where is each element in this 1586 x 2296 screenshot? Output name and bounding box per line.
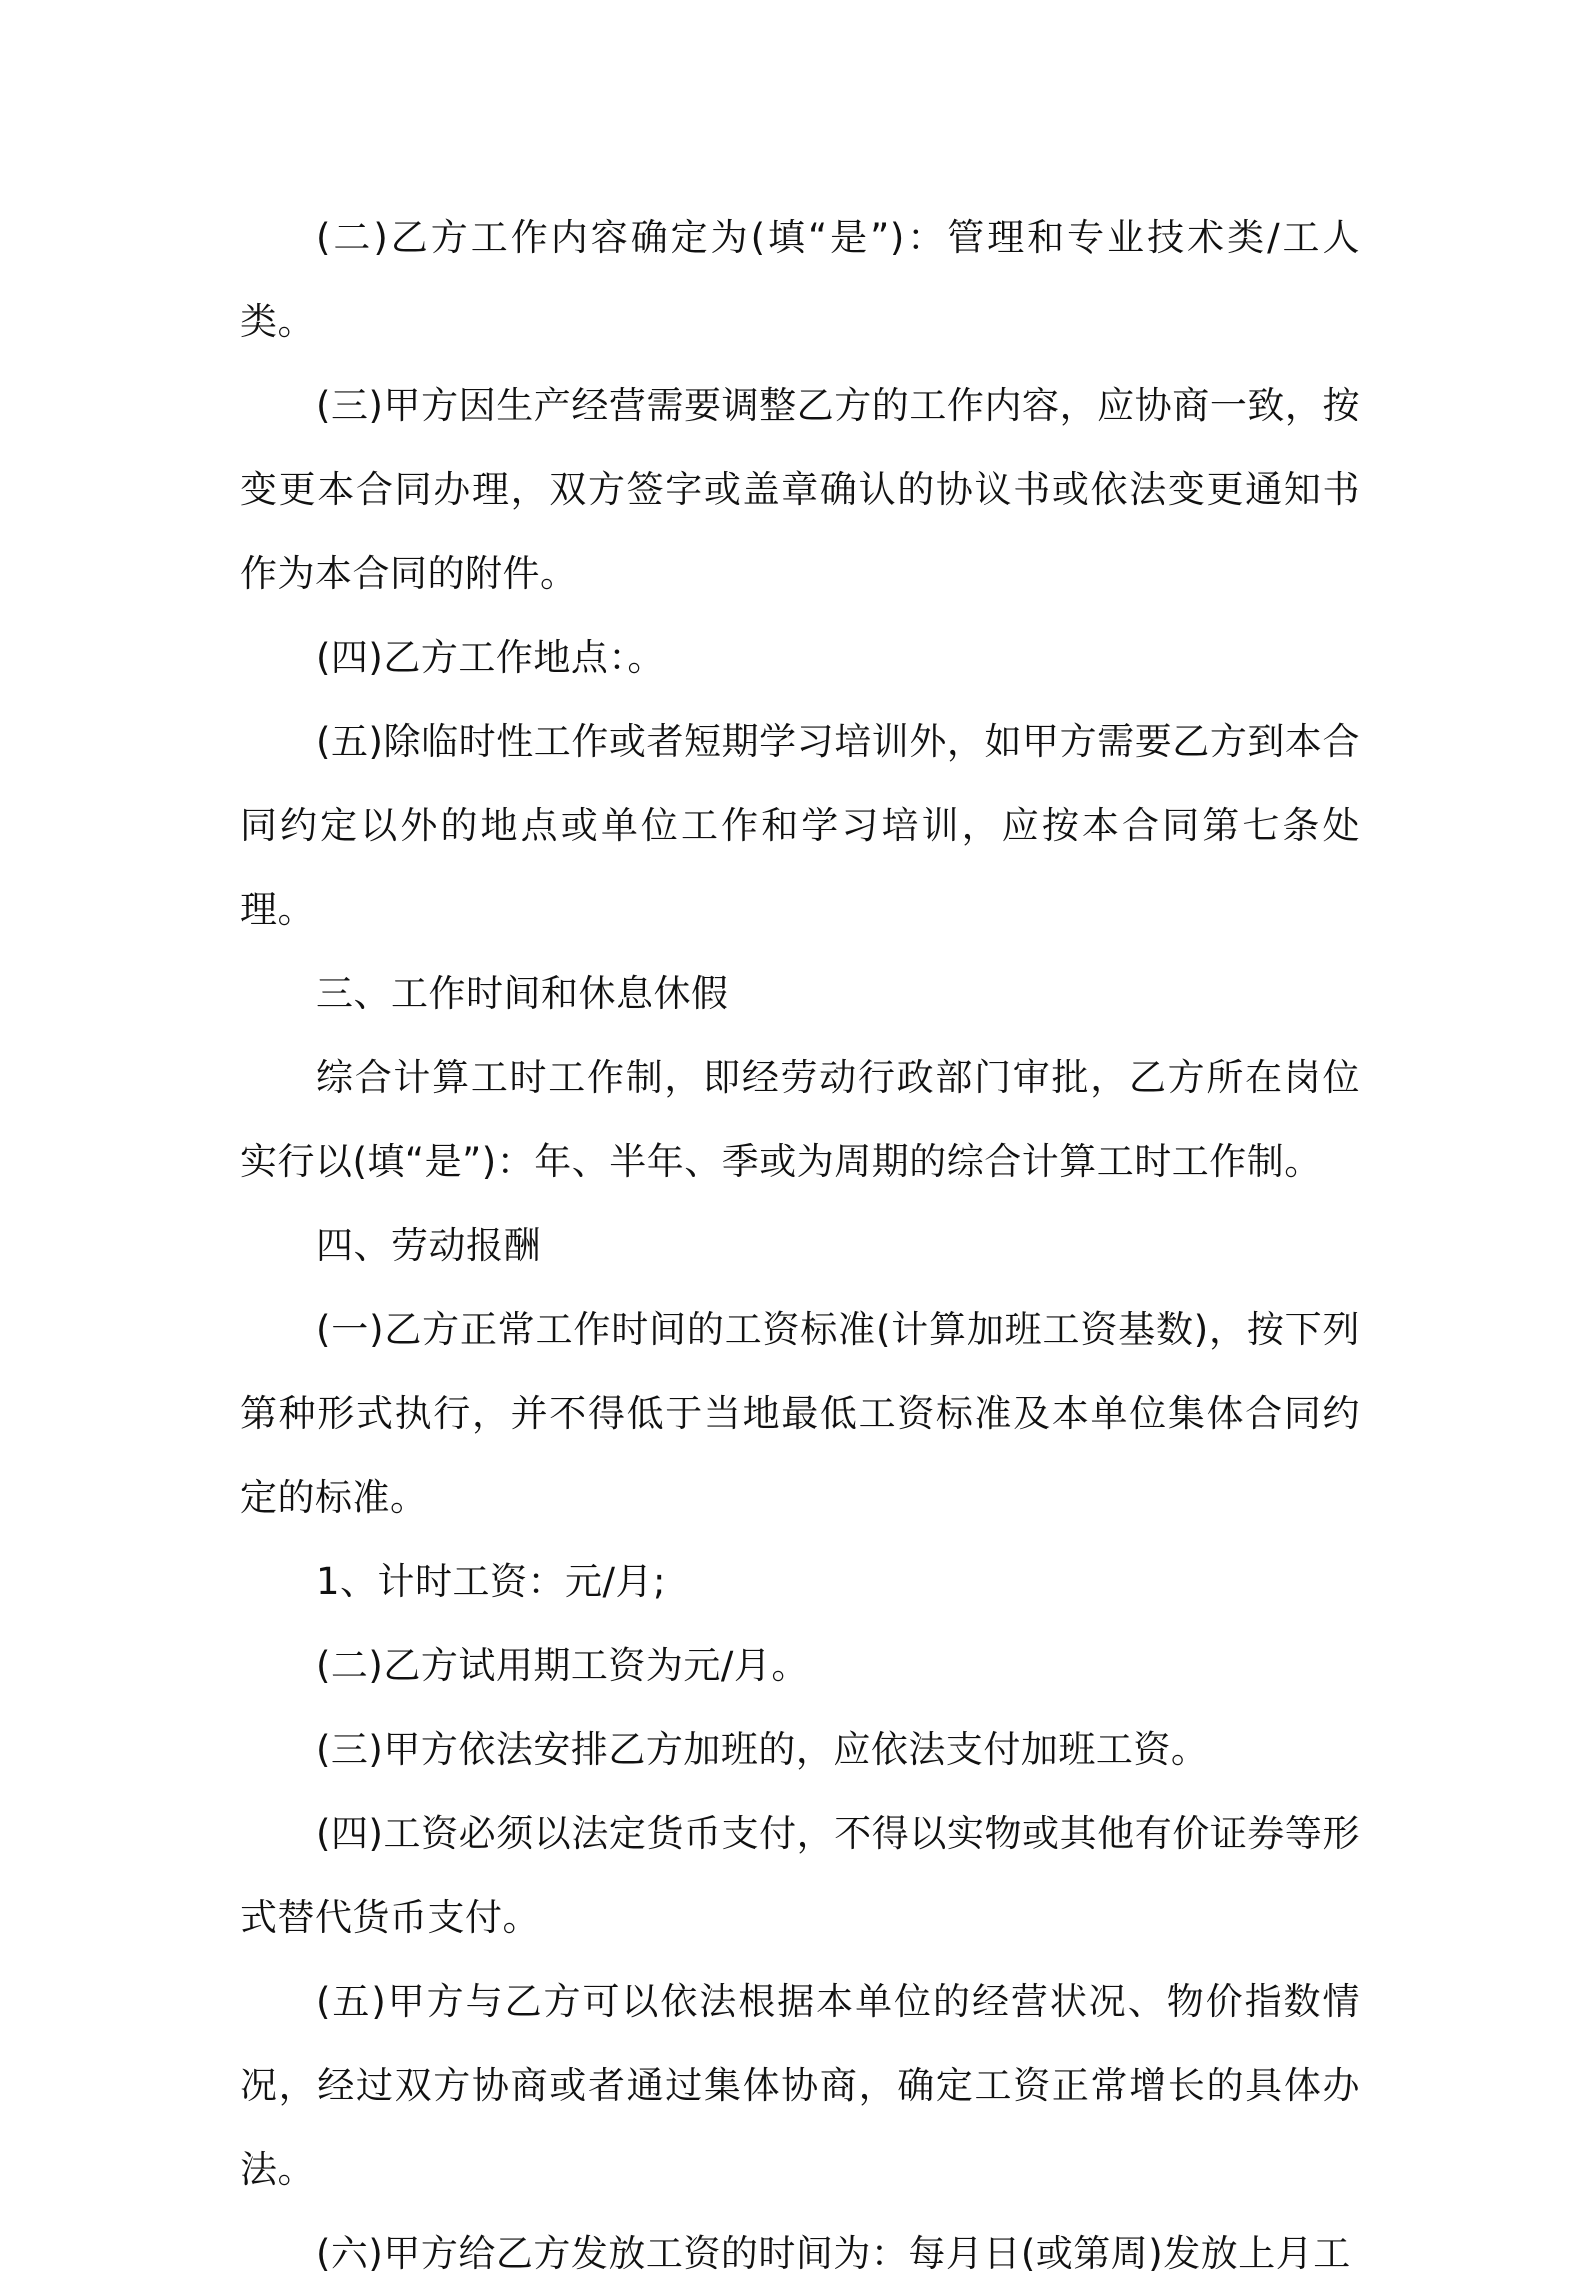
paragraph-overtime-pay: (三)甲方依法安排乙方加班的，应依法支付加班工资。 xyxy=(316,1728,1209,1771)
paragraph-probation-wage: (二)乙方试用期工资为元/月。 xyxy=(316,1644,809,1687)
paragraph-wage-growth: (五)甲方与乙方可以依法根据本单位的经营状况、物价指数情况，经过双方协商或者通过集体协商，确定工资正常增长的具体办法。 xyxy=(240,1980,1360,2191)
paragraph-adjust-work-content: (三)甲方因生产经营需要调整乙方的工作内容，应协商一致，按变更本合同办理，双方签字或盖章确认的协议书或依法变更通知书作为本合同的附件。 xyxy=(240,384,1360,595)
paragraph-work-content: (二)乙方工作内容确定为(填“是”)：管理和专业技术类/工人类。 xyxy=(240,216,1360,343)
paragraph-comprehensive-hours: 综合计算工时工作制，即经劳动行政部门审批，乙方所在岗位实行以(填“是”)：年、半年、季或为周期的综合计算工时工作制。 xyxy=(240,1056,1360,1183)
paragraph-hourly-wage: 1、计时工资：元/月; xyxy=(316,1560,666,1603)
paragraph-legal-currency: (四)工资必须以法定货币支付，不得以实物或其他有价证券等形式替代货币支付。 xyxy=(240,1812,1360,1939)
section-heading-working-hours: 三、工作时间和休息休假 xyxy=(316,972,729,1015)
document-body xyxy=(240,196,1360,2296)
paragraph-offsite-work: (五)除临时性工作或者短期学习培训外，如甲方需要乙方到本合同约定以外的地点或单位工作和学习培训，应按本合同第七条处理。 xyxy=(240,720,1360,931)
section-heading-remuneration: 四、劳动报酬 xyxy=(316,1224,541,1267)
paragraph-payment-date: (六)甲方给乙方发放工资的时间为：每月日(或第周)发放上月工 xyxy=(316,2232,1351,2275)
paragraph-work-location: (四)乙方工作地点：。 xyxy=(316,636,665,679)
paragraph-wage-standard: (一)乙方正常工作时间的工资标准(计算加班工资基数)，按下列第种形式执行，并不得低于当地最低工资标准及本单位集体合同约定的标准。 xyxy=(240,1308,1360,1519)
